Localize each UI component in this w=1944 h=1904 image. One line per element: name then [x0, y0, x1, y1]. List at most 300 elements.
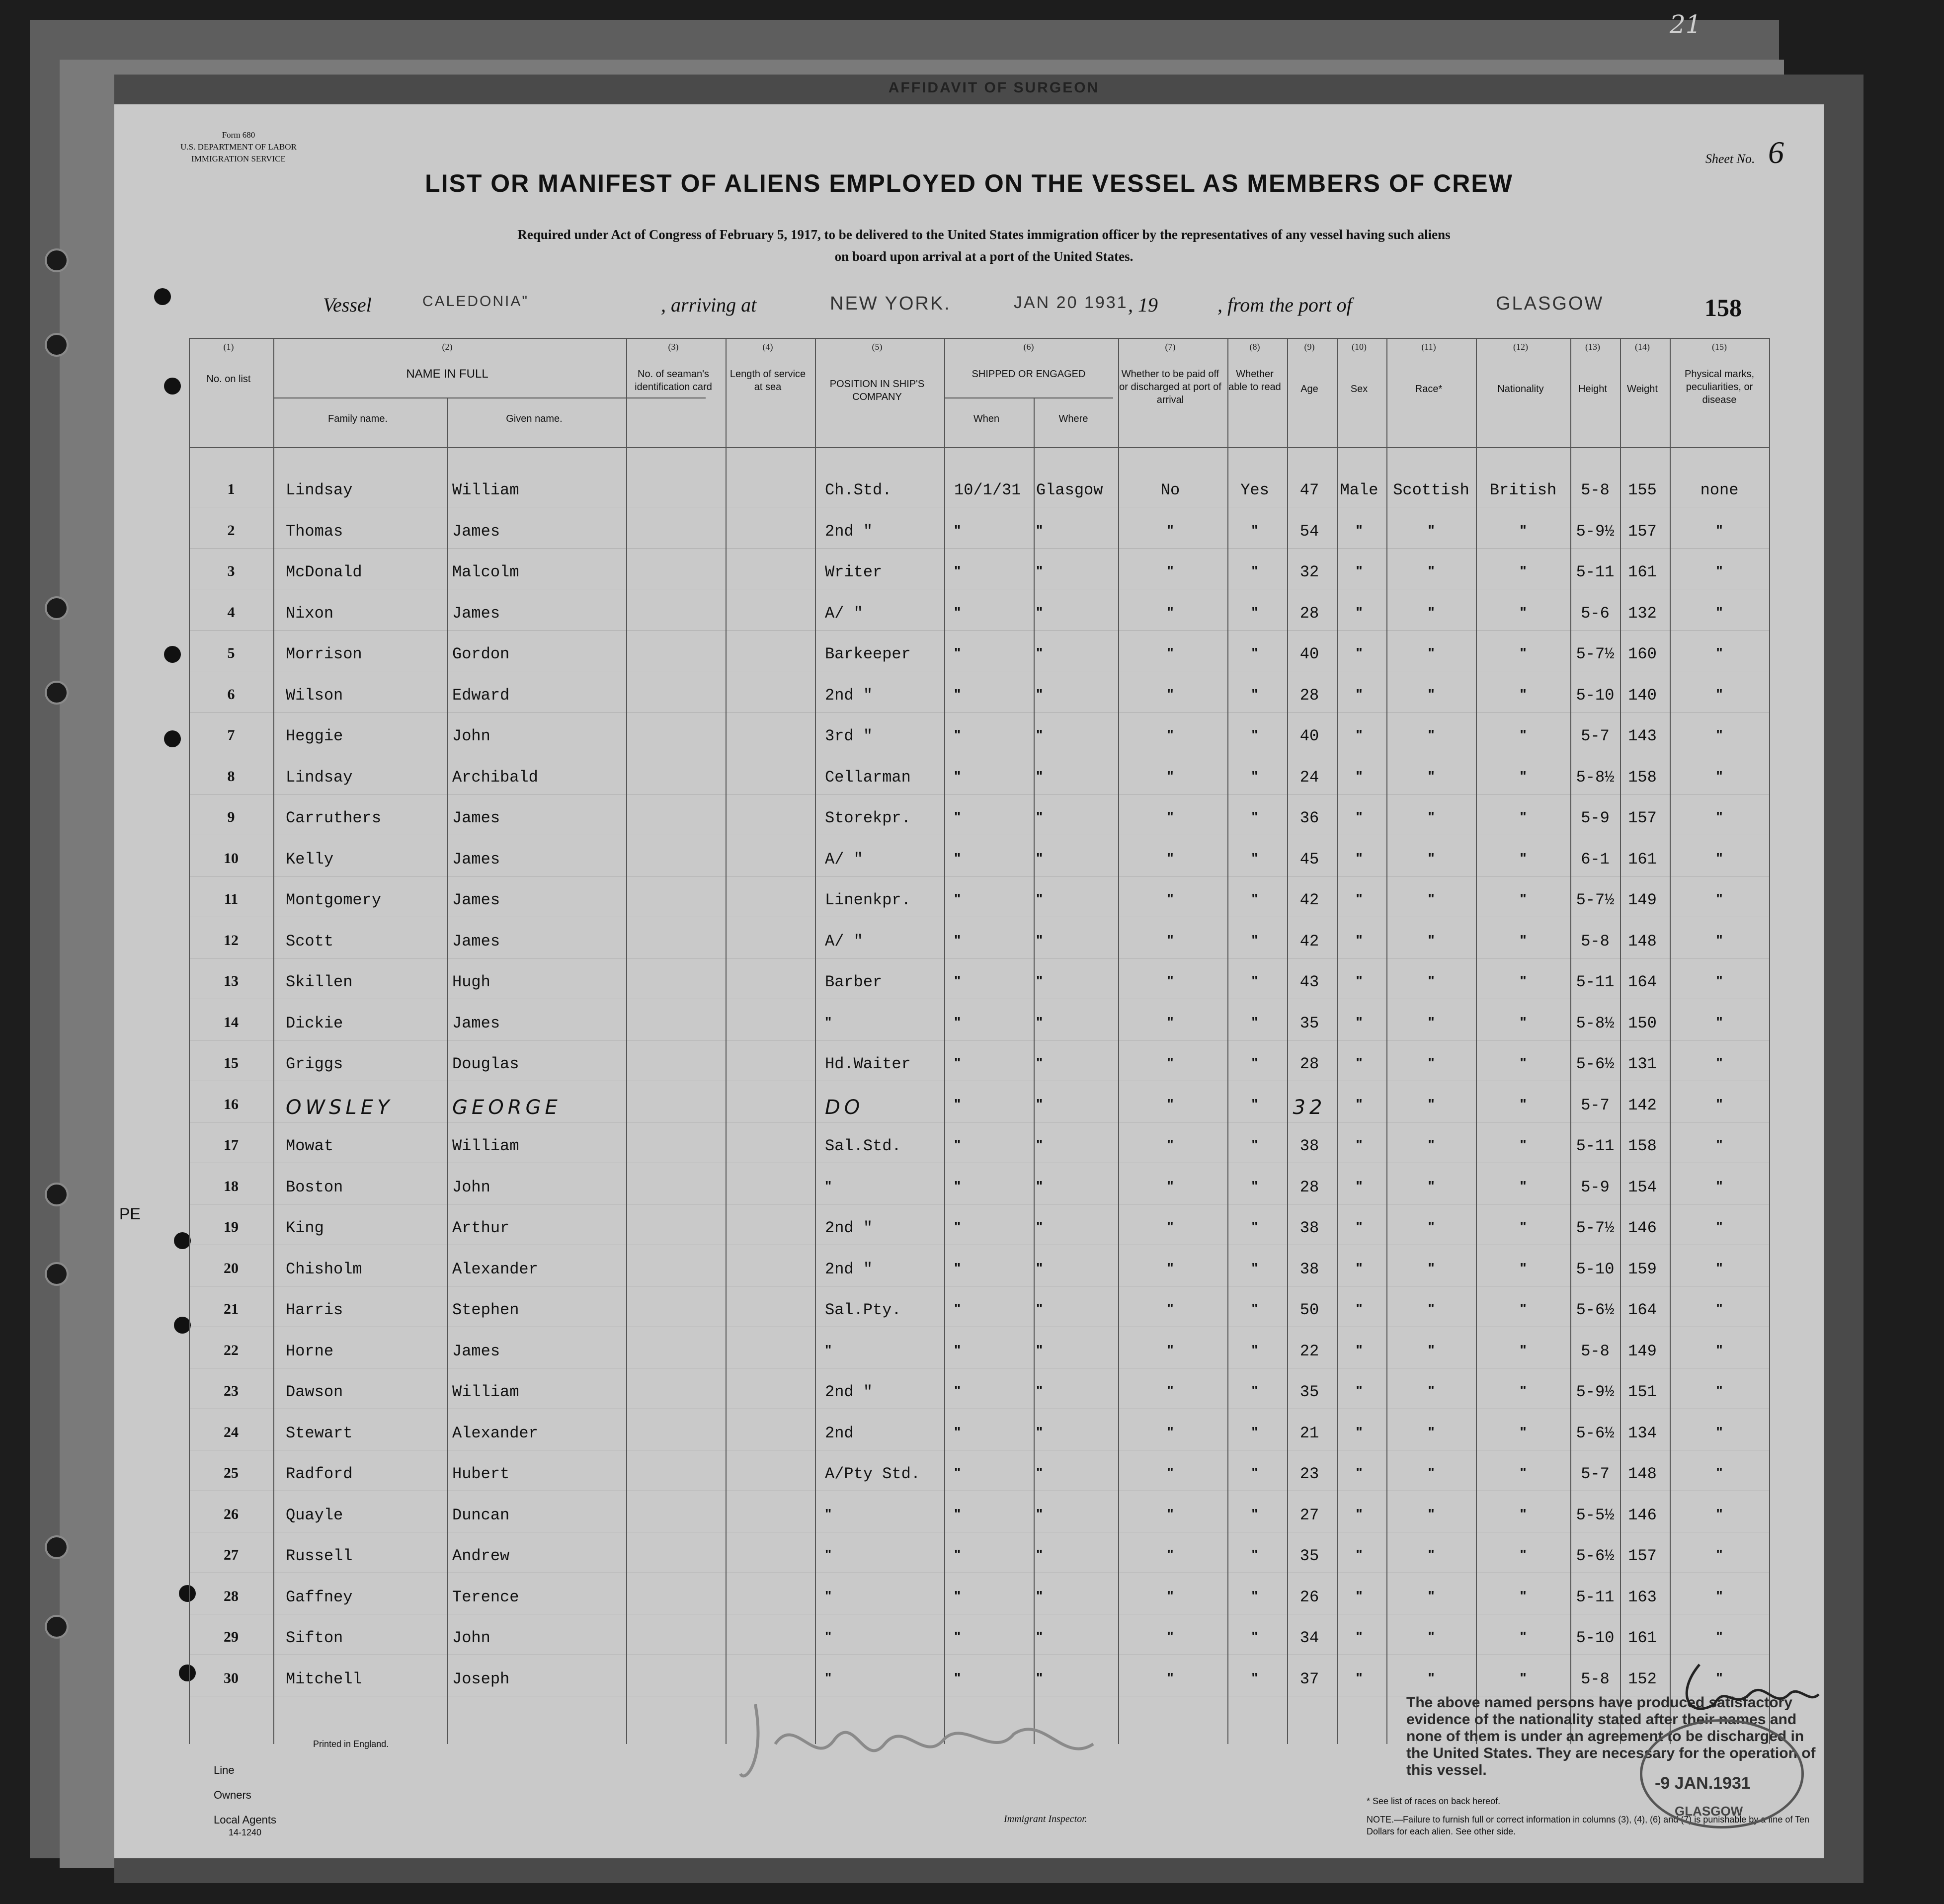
cell-paid: "	[1167, 932, 1174, 948]
cell-marks: "	[1716, 563, 1723, 578]
cell-paid: "	[1167, 645, 1174, 660]
cell-family: King	[286, 1219, 324, 1237]
cell-nationality: "	[1520, 1587, 1527, 1603]
cell-given: Alexander	[452, 1260, 538, 1278]
cell-read: "	[1251, 891, 1258, 906]
cell-age: 42	[1299, 932, 1319, 951]
cell-race: "	[1428, 1587, 1435, 1603]
cell-paid: "	[1167, 1629, 1174, 1644]
grid-row-line	[189, 338, 1769, 339]
cell-age: 50	[1299, 1301, 1319, 1319]
cell-marks: "	[1716, 1424, 1723, 1439]
cell-age: 21	[1299, 1424, 1319, 1442]
races-note: * See list of races on back hereof.	[1367, 1796, 1501, 1806]
cell-family: Morrison	[286, 645, 362, 663]
cell-where: Glasgow	[1036, 481, 1103, 499]
cell-when: "	[954, 1260, 961, 1275]
row-rule	[189, 548, 1769, 549]
cell-age: 22	[1299, 1342, 1319, 1360]
cell-marks: "	[1716, 727, 1723, 742]
cell-marks: "	[1716, 1219, 1723, 1234]
cell-race: "	[1428, 1424, 1435, 1439]
cell-paid: "	[1167, 1465, 1174, 1480]
cell-given: John	[452, 1629, 490, 1647]
cell-sex: "	[1356, 1055, 1363, 1070]
cell-paid: "	[1167, 1547, 1174, 1562]
cell-sex: "	[1356, 1424, 1363, 1439]
cell-nationality: "	[1520, 522, 1527, 538]
cell-family: Scott	[286, 932, 334, 951]
cell-marks: "	[1716, 932, 1723, 948]
cell-given: Edward	[452, 686, 510, 705]
cell-position: A/ "	[825, 604, 863, 623]
cell-marks: "	[1716, 1465, 1723, 1480]
sheet-number	[1705, 134, 1784, 171]
col-number: (2)	[442, 342, 453, 352]
cell-weight: 154	[1628, 1178, 1657, 1196]
cell-nationality: "	[1520, 1260, 1527, 1275]
grid-row-line	[189, 447, 1769, 448]
cell-weight: 142	[1628, 1096, 1657, 1114]
table-row	[189, 759, 1769, 800]
surgeon-signature	[1680, 1655, 1824, 1724]
punch-hole	[174, 1232, 191, 1249]
punch-hole	[45, 248, 69, 272]
cell-paid: "	[1167, 891, 1174, 906]
cell-when: "	[954, 973, 961, 988]
form-header	[144, 129, 333, 165]
cell-nationality: "	[1520, 891, 1527, 906]
cell-height: 5-8	[1581, 932, 1610, 951]
table-row	[189, 554, 1769, 595]
cell-sex: "	[1356, 1587, 1363, 1603]
penalty-note: NOTE.—Failure to furnish full or correct information in columns (3), (4), (6) and (7) is punishable by a fine of Ten Dollars for each alien. See other side.	[1367, 1815, 1810, 1836]
cell-height: 5-9½	[1576, 522, 1615, 541]
col-length-service: Length of service at sea	[729, 369, 806, 393]
cell-when: "	[954, 1178, 961, 1193]
cell-sex: "	[1356, 1383, 1363, 1398]
cell-position: Writer	[825, 563, 883, 581]
col-height: Height	[1578, 384, 1607, 395]
cell-height: 5-9	[1581, 1178, 1610, 1196]
punch-hole	[45, 596, 69, 620]
cell-given: William	[452, 1383, 519, 1401]
cell-weight: 146	[1628, 1506, 1657, 1524]
cell-position: "	[825, 1178, 832, 1193]
cell-paid: "	[1167, 1014, 1174, 1030]
cell-sex: "	[1356, 1342, 1363, 1357]
cell-when: "	[954, 1342, 961, 1357]
year-label: , 19	[1128, 294, 1158, 316]
cell-read: "	[1251, 727, 1258, 742]
cell-no: 6	[227, 686, 235, 703]
punch-hole	[164, 378, 181, 395]
cell-weight: 132	[1628, 604, 1657, 623]
col-number: (15)	[1712, 342, 1727, 352]
punch-hole	[174, 1317, 191, 1334]
cell-no: 2	[227, 522, 235, 539]
grid-column-line	[1118, 338, 1119, 1744]
cell-age: 24	[1299, 768, 1319, 787]
cell-where: "	[1036, 1342, 1043, 1357]
cell-where: "	[1036, 1547, 1043, 1562]
cell-height: 5-5½	[1576, 1506, 1615, 1524]
cell-marks: "	[1716, 604, 1723, 620]
cell-position: 2nd "	[825, 1383, 873, 1401]
col-seaman-id: No. of seaman's identification card	[635, 369, 712, 393]
subtitle-line: on board upon arrival at a port of the United States.	[834, 249, 1134, 264]
cell-position: "	[825, 1547, 832, 1562]
cell-weight: 148	[1628, 1465, 1657, 1483]
cell-age: 35	[1299, 1383, 1319, 1401]
col-no-on-list: No. on list	[206, 374, 251, 385]
cell-weight: 149	[1628, 891, 1657, 909]
row-rule	[189, 712, 1769, 713]
cell-race: "	[1428, 973, 1435, 988]
cell-height: 5-8	[1581, 1669, 1610, 1688]
cell-no: 19	[224, 1219, 239, 1235]
cell-sex: "	[1356, 686, 1363, 702]
cell-weight: 155	[1628, 481, 1657, 499]
punch-hole	[164, 646, 181, 663]
cell-paid: "	[1167, 1506, 1174, 1521]
cell-height: 5-9½	[1576, 1383, 1615, 1401]
grid-column-line	[1570, 338, 1571, 1744]
cell-when: "	[954, 891, 961, 906]
cell-height: 5-8½	[1576, 1014, 1615, 1032]
col-paid-off: Whether to be paid off or discharged at port of arrival	[1119, 369, 1221, 405]
cell-race: "	[1428, 1342, 1435, 1357]
cell-height: 5-6½	[1576, 1301, 1615, 1319]
cell-weight: 164	[1628, 1301, 1657, 1319]
line-label: Line	[214, 1764, 235, 1776]
cell-no: 23	[224, 1383, 239, 1399]
col-number: (10)	[1352, 342, 1367, 352]
punch-hole	[45, 1615, 69, 1639]
cell-position: Hd.Waiter	[825, 1055, 911, 1073]
cell-given: Joseph	[452, 1669, 510, 1688]
subtitle-line: Required under Act of Congress of February 5, 1917, to be delivered to the United States immigration officer by the representatives of any vessel having such aliens	[517, 227, 1451, 242]
col-race: Race*	[1415, 384, 1443, 395]
cell-age: 35	[1299, 1014, 1319, 1032]
cell-paid: "	[1167, 1424, 1174, 1439]
cell-when: "	[954, 1424, 961, 1439]
cell-where: "	[1036, 891, 1043, 906]
cell-sex: "	[1356, 1178, 1363, 1193]
table-row	[189, 1579, 1769, 1620]
cell-weight: 157	[1628, 522, 1657, 541]
cell-height: 5-10	[1576, 1260, 1615, 1278]
col-number: (7)	[1165, 342, 1176, 352]
cell-nationality: "	[1520, 1629, 1527, 1644]
grid-column-line	[1620, 338, 1621, 1744]
cell-height: 5-8	[1581, 481, 1610, 499]
cell-height: 5-8	[1581, 1342, 1610, 1360]
cell-family: McDonald	[286, 563, 362, 581]
cell-height: 5-10	[1576, 686, 1615, 705]
cell-family: Chisholm	[286, 1260, 362, 1278]
cell-position: Linenkpr.	[825, 891, 911, 909]
cell-read: "	[1251, 686, 1258, 702]
cell-weight: 146	[1628, 1219, 1657, 1237]
cell-sex: Male	[1340, 481, 1378, 499]
cell-where: "	[1036, 1219, 1043, 1234]
cell-paid: "	[1167, 1096, 1174, 1111]
cell-nationality: "	[1520, 1301, 1527, 1316]
cell-sex: "	[1356, 1465, 1363, 1480]
grid-column-line	[626, 338, 627, 1744]
grid-column-line	[944, 338, 945, 1744]
table-row	[189, 1538, 1769, 1579]
cell-position: A/Pty Std.	[825, 1465, 921, 1483]
table-row	[189, 1456, 1769, 1497]
col-able-read: Whether able to read	[1228, 369, 1281, 393]
vessel-name: CALEDONIA"	[422, 293, 529, 310]
cell-age: 43	[1299, 973, 1319, 991]
cell-given: Hugh	[452, 973, 490, 991]
cell-age: 34	[1299, 1629, 1319, 1647]
col-shipped: SHIPPED OR ENGAGED	[972, 369, 1086, 380]
cell-age: 26	[1299, 1587, 1319, 1606]
col-sex: Sex	[1350, 384, 1368, 395]
col-given-name: Given name.	[506, 413, 563, 424]
cell-marks: "	[1716, 1260, 1723, 1275]
cell-given: James	[452, 891, 500, 909]
cell-when: "	[954, 563, 961, 578]
cell-position: "	[825, 1342, 832, 1357]
cell-race: Scottish	[1393, 481, 1469, 499]
cell-height: 6-1	[1581, 850, 1610, 869]
cell-paid: "	[1167, 522, 1174, 538]
stamp-date: -9 JAN.1931	[1655, 1774, 1751, 1793]
col-number: (5)	[872, 342, 883, 352]
page-title: LIST OR MANIFEST OF ALIENS EMPLOYED ON THE VESSEL AS MEMBERS OF CREW	[425, 169, 1513, 197]
cell-sex: "	[1356, 1301, 1363, 1316]
punch-hole	[164, 730, 181, 747]
cell-weight: 151	[1628, 1383, 1657, 1401]
cell-where: "	[1036, 1301, 1043, 1316]
cell-position: Ch.Std.	[825, 481, 892, 499]
cell-nationality: "	[1520, 1465, 1527, 1480]
cell-weight: 148	[1628, 932, 1657, 951]
cell-age: 27	[1299, 1506, 1319, 1524]
table-row	[189, 513, 1769, 554]
cell-age: 28	[1299, 686, 1319, 705]
cell-no: 30	[224, 1669, 239, 1686]
cell-read: "	[1251, 973, 1258, 988]
cell-weight: 131	[1628, 1055, 1657, 1073]
cell-given: James	[452, 604, 500, 623]
cell-height: 5-9	[1581, 809, 1610, 827]
cell-no: 22	[224, 1342, 239, 1358]
cell-given: John	[452, 727, 490, 745]
cell-paid: "	[1167, 1383, 1174, 1398]
cell-marks: "	[1716, 1506, 1723, 1521]
cell-given: James	[452, 522, 500, 541]
cell-race: "	[1428, 604, 1435, 620]
form-code: 14-1240	[229, 1827, 262, 1837]
table-row	[189, 1005, 1769, 1046]
cell-when: "	[954, 768, 961, 784]
cell-marks: "	[1716, 1587, 1723, 1603]
cell-when: "	[954, 1301, 961, 1316]
subtitle	[313, 224, 1655, 267]
cell-height: 5-11	[1576, 1587, 1615, 1606]
cell-given: William	[452, 1137, 519, 1155]
cell-height: 5-7	[1581, 1465, 1610, 1483]
col-name-in-full: NAME IN FULL	[406, 367, 488, 381]
cell-read: "	[1251, 645, 1258, 660]
cell-family: Sifton	[286, 1629, 343, 1647]
grid-column-line	[1769, 338, 1770, 1744]
cell-sex: "	[1356, 768, 1363, 784]
cell-given: Gordon	[452, 645, 510, 663]
cell-weight: 161	[1628, 563, 1657, 581]
grid-column-line	[1227, 338, 1228, 1744]
cell-age: 40	[1299, 645, 1319, 663]
cell-height: 5-6½	[1576, 1055, 1615, 1073]
table-row	[189, 1333, 1769, 1374]
cell-age: 28	[1299, 1178, 1319, 1196]
table-row	[189, 1620, 1769, 1661]
cell-family: Carruthers	[286, 809, 382, 827]
cell-when: "	[954, 1014, 961, 1030]
cell-marks: "	[1716, 1096, 1723, 1111]
cell-sex: "	[1356, 1014, 1363, 1030]
cell-nationality: "	[1520, 1096, 1527, 1111]
cell-height: 5-6½	[1576, 1424, 1615, 1442]
from-label: , from the port of	[1217, 294, 1352, 316]
cell-read: "	[1251, 1506, 1258, 1521]
cell-given: James	[452, 932, 500, 951]
col-number: (12)	[1513, 342, 1528, 352]
cell-position: 2nd "	[825, 1260, 873, 1278]
stamp-text: GLASGOW	[1675, 1804, 1743, 1819]
cell-paid: "	[1167, 973, 1174, 988]
punch-hole	[45, 1262, 69, 1286]
cell-race: "	[1428, 727, 1435, 742]
cell-marks: "	[1716, 1055, 1723, 1070]
cell-marks: none	[1700, 481, 1739, 499]
cell-weight: 143	[1628, 727, 1657, 745]
cell-marks: "	[1716, 809, 1723, 824]
cell-family: Russell	[286, 1547, 353, 1565]
cell-nationality: "	[1520, 1219, 1527, 1234]
grid-column-line	[273, 338, 274, 1744]
cell-no: 24	[224, 1424, 239, 1440]
cell-family: Griggs	[286, 1055, 343, 1073]
cell-read: "	[1251, 768, 1258, 784]
table-row	[189, 882, 1769, 923]
cell-given: James	[452, 1342, 500, 1360]
sheet-label: Sheet No.	[1705, 152, 1755, 166]
cell-sex: "	[1356, 522, 1363, 538]
cell-given: GEORGE	[452, 1096, 562, 1119]
cell-family: Harris	[286, 1301, 343, 1319]
cell-race: "	[1428, 932, 1435, 948]
table-row	[189, 677, 1769, 718]
cell-read: "	[1251, 809, 1258, 824]
cell-where: "	[1036, 1424, 1043, 1439]
punch-hole	[45, 1183, 69, 1206]
cell-race: "	[1428, 1465, 1435, 1480]
departure-port: GLASGOW	[1496, 293, 1604, 314]
cell-family: Stewart	[286, 1424, 353, 1442]
cell-height: 5-7½	[1576, 1219, 1615, 1237]
col-number: (11)	[1421, 342, 1436, 352]
table-row	[189, 923, 1769, 964]
cell-paid: "	[1167, 850, 1174, 866]
inspector-label: Immigrant Inspector.	[1004, 1814, 1087, 1825]
table-row	[189, 841, 1769, 882]
cell-age: 38	[1299, 1219, 1319, 1237]
table-row	[189, 636, 1769, 677]
cell-family: Kelly	[286, 850, 334, 869]
grid-column-line	[1476, 338, 1477, 1744]
cell-height: 5-11	[1576, 563, 1615, 581]
cell-age: 28	[1299, 604, 1319, 623]
col-number: (6)	[1023, 342, 1034, 352]
grid-column-line	[815, 338, 816, 1744]
surgeon-affidavit-text: The above named persons have produced satisfactory evidence of the nationality stated after their names and none of them is under an agreement to be discharged in the United States. They are necessary for the operation of this vessel.	[1406, 1694, 1816, 1778]
cell-given: Terence	[452, 1587, 519, 1606]
cell-sex: "	[1356, 645, 1363, 660]
cell-no: 18	[224, 1178, 239, 1194]
cell-sex: "	[1356, 1219, 1363, 1234]
table-row	[189, 472, 1769, 513]
cell-paid: No	[1160, 481, 1180, 499]
cell-nationality: "	[1520, 645, 1527, 660]
col-number: (8)	[1249, 342, 1260, 352]
cell-where: "	[1036, 1506, 1043, 1521]
cell-weight: 159	[1628, 1260, 1657, 1278]
cell-family: Mitchell	[286, 1669, 362, 1688]
cell-read: "	[1251, 604, 1258, 620]
grid-column-line	[447, 397, 448, 1744]
cell-marks: "	[1716, 768, 1723, 784]
cell-position: A/ "	[825, 850, 863, 869]
cell-given: Stephen	[452, 1301, 519, 1319]
cell-given: Hubert	[452, 1465, 510, 1483]
table-row	[189, 1292, 1769, 1333]
cell-family: Dickie	[286, 1014, 343, 1032]
cell-family: Radford	[286, 1465, 353, 1483]
cell-position: "	[825, 1629, 832, 1644]
cell-when: "	[954, 1055, 961, 1070]
cell-no: 12	[224, 932, 239, 949]
cell-where: "	[1036, 1383, 1043, 1398]
form-number: Form 680	[222, 130, 255, 140]
cell-race: "	[1428, 1669, 1435, 1685]
cell-nationality: "	[1520, 1547, 1527, 1562]
cell-given: Duncan	[452, 1506, 510, 1524]
cell-no: 10	[224, 850, 239, 867]
cell-read: "	[1251, 1301, 1258, 1316]
cell-when: "	[954, 809, 961, 824]
cell-read: "	[1251, 1178, 1258, 1193]
cell-where: "	[1036, 1096, 1043, 1111]
col-nationality: Nationality	[1497, 384, 1544, 395]
cell-family: Lindsay	[286, 481, 353, 499]
cell-read: "	[1251, 1465, 1258, 1480]
cell-race: "	[1428, 768, 1435, 784]
cell-when: "	[954, 850, 961, 866]
cell-height: 5-7	[1581, 1096, 1610, 1114]
crew-table	[119, 338, 1769, 1744]
vessel-line	[114, 293, 1824, 328]
cell-nationality: "	[1520, 850, 1527, 866]
cell-when: "	[954, 1547, 961, 1562]
